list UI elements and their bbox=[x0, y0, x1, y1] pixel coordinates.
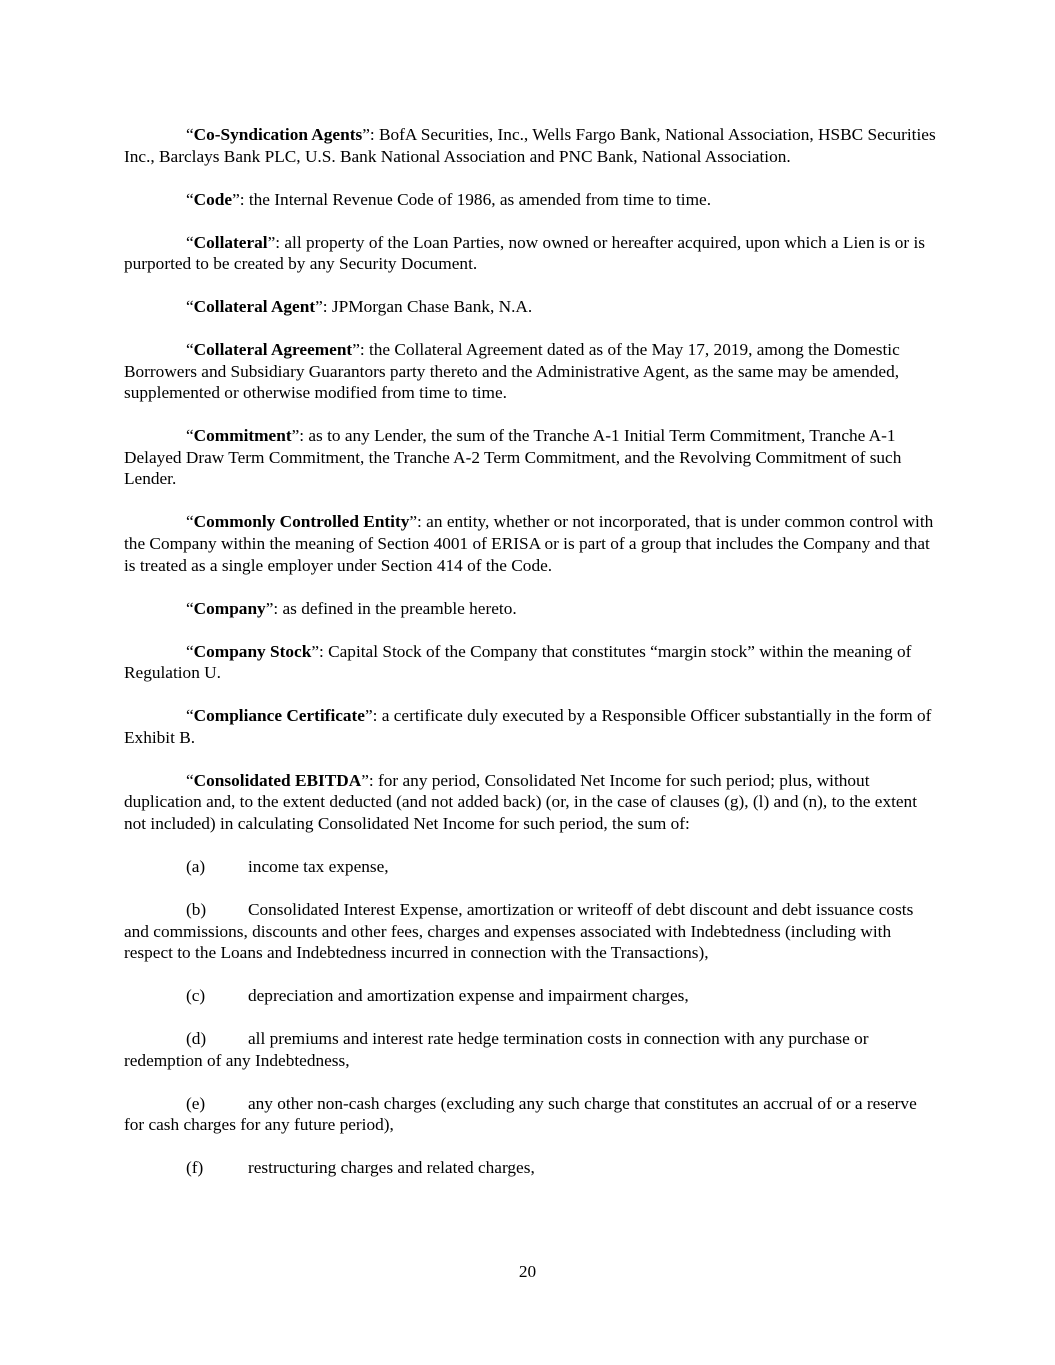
definition-text: ”: the Collateral Agreement dated as of the May 17, 2019, among the Domestic Borrowers and Subsidiary Guarantors party thereto and the Administrative Agent, as the same may be amended, supplemented or otherwise modified from time to time. bbox=[124, 340, 900, 403]
definition-collateral: “Collateral”: all property of the Loan Parties, now owned or hereafter acquired, upon which a Lien is or is purported to be created by any Security Document. bbox=[124, 232, 926, 274]
definition-text: ”: for any period, Consolidated Net Income for such period; plus, without duplication and, to the extent deducted (and not added back) (or, in the case of clauses (g), (l) and (n), to the extent not included) in calculating Consolidated Net Income for such period, the sum of: bbox=[124, 770, 917, 833]
definition-collateral-agreement: “Collateral Agreement”: the Collateral Agreement dated as of the May 17, 2019, among the Domestic Borrowers and Subsidiary Guarantors party thereto and the Administrative Agent, as the same may be amended, supplemented or otherwise modified from time to time. bbox=[124, 340, 900, 403]
defined-term: Co-Syndication Agents bbox=[193, 125, 363, 144]
clause-b bbox=[124, 899, 936, 964]
defined-term: Company bbox=[193, 598, 266, 618]
defined-term: Company Stock bbox=[193, 641, 312, 661]
definition-text: ”: all property of the Loan Parties, now owned or hereafter acquired, upon which a Lien is or is purported to be created by any Security Document. bbox=[124, 232, 926, 274]
definition-text: ”: an entity, whether or not incorporated, that is under common control with the Company within the meaning of Section 4001 of ERISA or is part of a group that includes the Company and that is treated as a single employer under Section 414 of the Code. bbox=[124, 512, 934, 575]
definition-compliance-certificate: “Compliance Certificate”: a certificate duly executed by a Responsible Officer substantially in the form of Exhibit B. bbox=[124, 706, 932, 747]
clause-text: any other non-cash charges (excluding any such charge that constitutes an accrual of or a reserve for cash charges for any future period), bbox=[124, 1093, 917, 1135]
defined-term: Collateral Agreement bbox=[193, 340, 353, 360]
clause-label: (b) bbox=[186, 899, 207, 919]
defined-term: Commonly Controlled Entity bbox=[193, 512, 410, 532]
defined-term: Collateral bbox=[193, 232, 268, 252]
clause-label: (f) bbox=[186, 1158, 204, 1178]
clause-f bbox=[124, 1157, 936, 1179]
definition-text: ”: BofA Securities, Inc., Wells Fargo Bank, National Association, HSBC Securities Inc., Barclays Bank PLC, U.S. Bank National Association and PNC Bank, National Association. bbox=[124, 125, 936, 166]
definition-consolidated-ebitda: “Consolidated EBITDA”: for any period, Consolidated Net Income for such period; plus, without duplication and, to the extent deducted (and not added back) (or, in the case of clauses (g), (l) and (n), to the extent not included) in calculating Consolidated Net Income for such period, the sum of: bbox=[124, 770, 917, 833]
page-number: 20 bbox=[518, 1262, 537, 1281]
clause-text: all premiums and interest rate hedge termination costs in connection with any purchase or redemption of any Indebtedness, bbox=[124, 1029, 869, 1070]
clause-a bbox=[124, 856, 936, 878]
clause-label: (d) bbox=[186, 1029, 207, 1049]
defined-term: Collateral Agent bbox=[193, 297, 316, 317]
definition-text: ”: the Internal Revenue Code of 1986, as amended from time to time. bbox=[232, 189, 712, 209]
clause-text: restructuring charges and related charges, bbox=[248, 1158, 535, 1178]
definition-collateral-agent: “Collateral Agent”: JPMorgan Chase Bank, N.A. bbox=[186, 297, 533, 317]
clause-c bbox=[124, 985, 936, 1007]
clause-label: (e) bbox=[186, 1093, 206, 1113]
document-body bbox=[124, 124, 936, 1200]
definition-commitment: “Commitment”: as to any Lender, the sum of the Tranche A-1 Initial Term Commitment, Tranche A-1 Delayed Draw Term Commitment, the Tranche A-2 Term Commitment, and the Revolving Commitment of such Lender. bbox=[124, 426, 902, 489]
definition-text: ”: a certificate duly executed by a Responsible Officer substantially in the form of Exhibit B. bbox=[124, 706, 932, 747]
defined-term: Consolidated EBITDA bbox=[193, 770, 362, 790]
clause-d bbox=[124, 1028, 936, 1071]
definition-code: “Code”: the Internal Revenue Code of 1986, as amended from time to time. bbox=[186, 189, 712, 209]
defined-term: Commitment bbox=[193, 426, 292, 446]
definition-text: ”: as to any Lender, the sum of the Tranche A-1 Initial Term Commitment, Tranche A-1 Delayed Draw Term Commitment, the Tranche A-2 Term Commitment, and the Revolving Commitment of such Lender. bbox=[124, 426, 902, 489]
clause-text: depreciation and amortization expense and impairment charges, bbox=[248, 986, 689, 1006]
definition-company: “Company”: as defined in the preamble hereto. bbox=[186, 598, 517, 618]
defined-term: Compliance Certificate bbox=[193, 706, 365, 726]
clause-label: (c) bbox=[186, 986, 206, 1006]
definition-co-syndication-agents: “Co-Syndication Agents”: BofA Securities, Inc., Wells Fargo Bank, National Association, HSBC Securities Inc., Barclays Bank PLC, U.S. Bank National Association and PNC Bank, National Association. bbox=[124, 125, 936, 166]
clause-label: (a) bbox=[186, 856, 206, 876]
definition-commonly-controlled-entity: “Commonly Controlled Entity”: an entity, whether or not incorporated, that is under common control with the Company within the meaning of Section 4001 of ERISA or is part of a group that includes the Company and that is treated as a single employer under Section 414 of the Code. bbox=[124, 512, 934, 575]
defined-term: Code bbox=[193, 189, 233, 209]
clause-text: Consolidated Interest Expense, amortization or writeoff of debt discount and debt issuance costs and commissions, discounts and other fees, charges and expenses associated with Indebtedness (including with respect to the Loans and Indebtedness incurred in connection with the Transactions), bbox=[124, 899, 914, 963]
clause-e bbox=[124, 1093, 936, 1136]
definition-text: ”: JPMorgan Chase Bank, N.A. bbox=[315, 297, 533, 317]
clause-text: income tax expense, bbox=[248, 856, 389, 876]
definition-text: ”: Capital Stock of the Company that constitutes “margin stock” within the meaning of Regulation U. bbox=[124, 641, 912, 683]
definition-text: ”: as defined in the preamble hereto. bbox=[265, 598, 517, 618]
definition-company-stock: “Company Stock”: Capital Stock of the Company that constitutes “margin stock” within the meaning of Regulation U. bbox=[124, 641, 912, 683]
